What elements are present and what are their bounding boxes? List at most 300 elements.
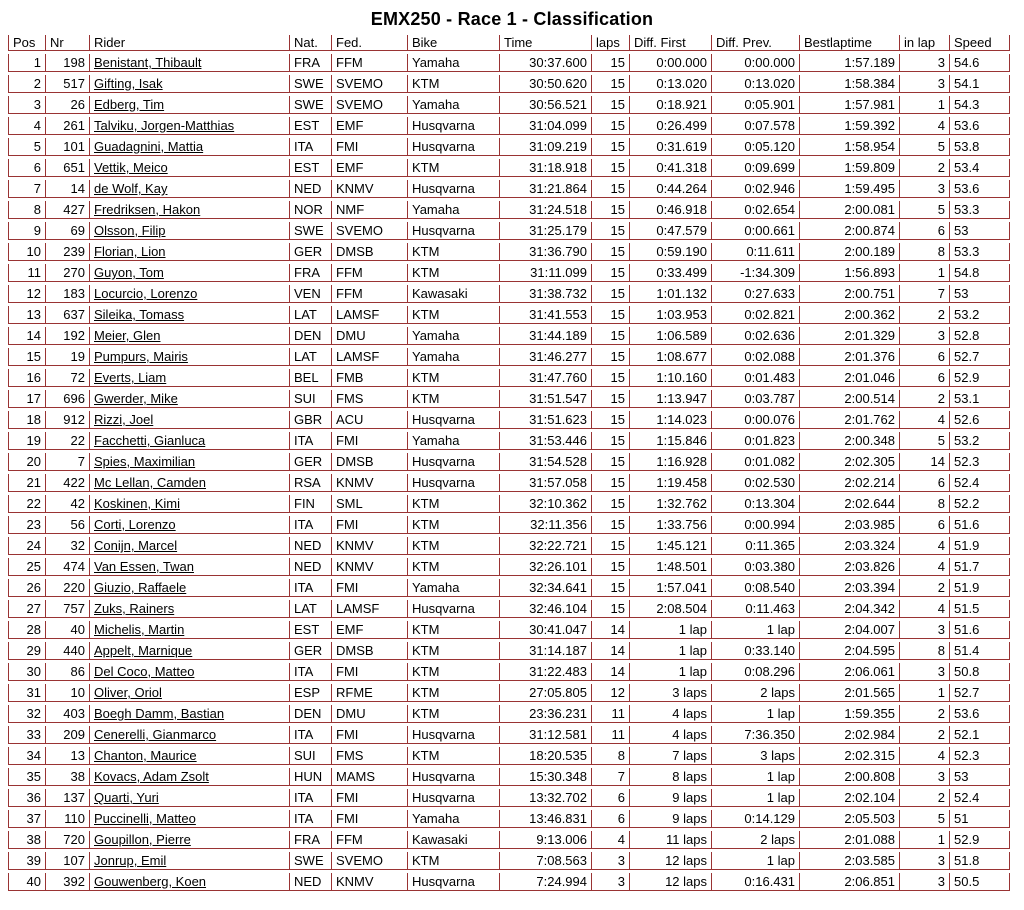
cell-bestlaptime: 2:03.394 <box>800 579 900 597</box>
cell-laps: 15 <box>592 537 630 555</box>
cell-nat: ITA <box>290 726 332 744</box>
table-row <box>8 411 1010 429</box>
cell-bike: KTM <box>408 852 500 870</box>
cell-diff-prev: 2 laps <box>712 684 800 702</box>
cell-bike: Husqvarna <box>408 411 500 429</box>
cell-bike: KTM <box>408 243 500 261</box>
table-row <box>8 516 1010 534</box>
cell-pos: 17 <box>8 390 46 408</box>
cell-in-lap: 2 <box>900 726 950 744</box>
table-row <box>8 558 1010 576</box>
cell-diff-first: 0:00.000 <box>630 54 712 72</box>
rider-link[interactable]: Michelis, Martin <box>94 622 185 637</box>
cell-diff-first: 0:18.921 <box>630 96 712 114</box>
cell-diff-first: 0:31.619 <box>630 138 712 156</box>
rider-link[interactable]: Spies, Maximilian <box>94 454 196 469</box>
cell-diff-prev: 0:11.365 <box>712 537 800 555</box>
cell-nr: 101 <box>46 138 90 156</box>
cell-time: 31:47.760 <box>500 369 592 387</box>
cell-bestlaptime: 2:03.985 <box>800 516 900 534</box>
cell-nat: SUI <box>290 747 332 765</box>
cell-laps: 15 <box>592 117 630 135</box>
cell-bestlaptime: 2:02.305 <box>800 453 900 471</box>
cell-pos: 32 <box>8 705 46 723</box>
cell-rider <box>90 873 290 891</box>
cell-speed: 52.8 <box>950 327 1010 345</box>
cell-diff-prev: 0:01.082 <box>712 453 800 471</box>
cell-pos: 34 <box>8 747 46 765</box>
cell-in-lap: 3 <box>900 180 950 198</box>
rider-link[interactable]: Jonrup, Emil <box>94 853 167 868</box>
table-row <box>8 747 1010 765</box>
rider-link[interactable]: Corti, Lorenzo <box>94 517 176 532</box>
cell-fed: SVEMO <box>332 852 408 870</box>
cell-time: 27:05.805 <box>500 684 592 702</box>
cell-speed: 50.8 <box>950 663 1010 681</box>
cell-time: 13:32.702 <box>500 789 592 807</box>
cell-diff-prev: 0:27.633 <box>712 285 800 303</box>
cell-bestlaptime: 2:02.315 <box>800 747 900 765</box>
cell-rider <box>90 705 290 723</box>
cell-rider <box>90 159 290 177</box>
cell-nat: BEL <box>290 369 332 387</box>
cell-diff-first: 4 laps <box>630 726 712 744</box>
cell-pos: 15 <box>8 348 46 366</box>
rider-link[interactable]: Goupillon, Pierre <box>94 832 191 847</box>
cell-diff-first: 1:01.132 <box>630 285 712 303</box>
rider-link[interactable]: Chanton, Maurice <box>94 748 197 763</box>
cell-nr: 220 <box>46 579 90 597</box>
cell-speed: 52.9 <box>950 831 1010 849</box>
cell-nat: ITA <box>290 663 332 681</box>
rider-link[interactable]: Appelt, Marnique <box>94 643 193 658</box>
rider-link[interactable]: Mc Lellan, Camden <box>94 475 206 490</box>
cell-speed: 51.5 <box>950 600 1010 618</box>
rider-link[interactable]: Pumpurs, Mairis <box>94 349 188 364</box>
cell-speed: 52.2 <box>950 495 1010 513</box>
cell-pos: 22 <box>8 495 46 513</box>
cell-laps: 6 <box>592 789 630 807</box>
cell-diff-prev: 0:14.129 <box>712 810 800 828</box>
table-header-row <box>8 35 1010 51</box>
rider-link[interactable]: Van Essen, Twan <box>94 559 194 574</box>
cell-nr: 403 <box>46 705 90 723</box>
cell-bike: KTM <box>408 747 500 765</box>
cell-nat: FRA <box>290 54 332 72</box>
col-header-in-lap: in lap <box>900 35 950 51</box>
cell-fed: RFME <box>332 684 408 702</box>
rider-link[interactable]: Boegh Damm, Bastian <box>94 706 225 721</box>
cell-rider <box>90 600 290 618</box>
cell-diff-first: 9 laps <box>630 810 712 828</box>
rider-link[interactable]: Cenerelli, Gianmarco <box>94 727 217 742</box>
col-header-laps: laps <box>592 35 630 51</box>
cell-rider <box>90 684 290 702</box>
cell-in-lap: 2 <box>900 705 950 723</box>
cell-nat: SWE <box>290 96 332 114</box>
cell-bike: Husqvarna <box>408 474 500 492</box>
cell-time: 32:10.362 <box>500 495 592 513</box>
cell-laps: 3 <box>592 852 630 870</box>
table-row <box>8 75 1010 93</box>
cell-laps: 15 <box>592 558 630 576</box>
cell-fed: FMS <box>332 747 408 765</box>
cell-diff-prev: 0:08.540 <box>712 579 800 597</box>
cell-in-lap: 8 <box>900 642 950 660</box>
cell-in-lap: 4 <box>900 117 950 135</box>
cell-diff-first: 1:13.947 <box>630 390 712 408</box>
cell-bike: KTM <box>408 558 500 576</box>
rider-link[interactable]: Zuks, Rainers <box>94 601 175 616</box>
cell-pos: 26 <box>8 579 46 597</box>
cell-diff-prev: 0:03.787 <box>712 390 800 408</box>
cell-pos: 2 <box>8 75 46 93</box>
cell-nat: FRA <box>290 264 332 282</box>
col-header-speed: Speed <box>950 35 1010 51</box>
cell-nr: 137 <box>46 789 90 807</box>
cell-speed: 53.4 <box>950 159 1010 177</box>
cell-diff-prev: 0:11.611 <box>712 243 800 261</box>
cell-diff-prev: 7:36.350 <box>712 726 800 744</box>
cell-laps: 15 <box>592 285 630 303</box>
cell-pos: 27 <box>8 600 46 618</box>
cell-pos: 4 <box>8 117 46 135</box>
cell-diff-prev: 2 laps <box>712 831 800 849</box>
cell-nat: ITA <box>290 810 332 828</box>
cell-pos: 24 <box>8 537 46 555</box>
cell-diff-first: 0:47.579 <box>630 222 712 240</box>
cell-speed: 52.9 <box>950 369 1010 387</box>
cell-time: 13:46.831 <box>500 810 592 828</box>
table-row <box>8 579 1010 597</box>
cell-in-lap: 2 <box>900 789 950 807</box>
table-row <box>8 474 1010 492</box>
col-header-rider: Rider <box>90 35 290 51</box>
cell-bestlaptime: 2:00.081 <box>800 201 900 219</box>
cell-bestlaptime: 1:56.893 <box>800 264 900 282</box>
cell-time: 32:22.721 <box>500 537 592 555</box>
cell-rider <box>90 453 290 471</box>
table-row <box>8 264 1010 282</box>
cell-speed: 53 <box>950 222 1010 240</box>
cell-nr: 26 <box>46 96 90 114</box>
cell-bike: KTM <box>408 264 500 282</box>
cell-laps: 15 <box>592 600 630 618</box>
cell-laps: 15 <box>592 327 630 345</box>
cell-in-lap: 6 <box>900 222 950 240</box>
cell-diff-first: 12 laps <box>630 873 712 891</box>
cell-fed: FMI <box>332 516 408 534</box>
cell-fed: ACU <box>332 411 408 429</box>
cell-nat: GER <box>290 642 332 660</box>
cell-diff-first: 1:16.928 <box>630 453 712 471</box>
cell-nat: HUN <box>290 768 332 786</box>
cell-bike: Yamaha <box>408 327 500 345</box>
cell-diff-first: 1:33.756 <box>630 516 712 534</box>
cell-time: 31:38.732 <box>500 285 592 303</box>
cell-fed: LAMSF <box>332 306 408 324</box>
table-row <box>8 789 1010 807</box>
cell-pos: 18 <box>8 411 46 429</box>
table-row <box>8 390 1010 408</box>
cell-pos: 6 <box>8 159 46 177</box>
cell-bestlaptime: 2:00.874 <box>800 222 900 240</box>
cell-time: 32:34.641 <box>500 579 592 597</box>
cell-nr: 637 <box>46 306 90 324</box>
cell-fed: DMU <box>332 705 408 723</box>
cell-fed: FFM <box>332 831 408 849</box>
cell-nr: 270 <box>46 264 90 282</box>
cell-nr: 192 <box>46 327 90 345</box>
cell-pos: 3 <box>8 96 46 114</box>
rider-link[interactable]: Oliver, Oriol <box>94 685 162 700</box>
rider-link[interactable]: Fredriksen, Hakon <box>94 202 201 217</box>
table-row <box>8 138 1010 156</box>
cell-time: 31:51.547 <box>500 390 592 408</box>
cell-laps: 3 <box>592 873 630 891</box>
cell-in-lap: 3 <box>900 327 950 345</box>
rider-link[interactable]: de Wolf, Kay <box>94 181 168 196</box>
cell-bike: Husqvarna <box>408 138 500 156</box>
cell-diff-prev: 0:00.000 <box>712 54 800 72</box>
rider-link[interactable]: Quarti, Yuri <box>94 790 159 805</box>
cell-bike: KTM <box>408 663 500 681</box>
rider-link[interactable]: Conijn, Marcel <box>94 538 178 553</box>
cell-laps: 15 <box>592 390 630 408</box>
cell-pos: 19 <box>8 432 46 450</box>
table-row <box>8 495 1010 513</box>
cell-nat: EST <box>290 117 332 135</box>
cell-bestlaptime: 2:00.514 <box>800 390 900 408</box>
col-header-nat: Nat. <box>290 35 332 51</box>
cell-in-lap: 3 <box>900 663 950 681</box>
cell-nat: ITA <box>290 138 332 156</box>
cell-pos: 21 <box>8 474 46 492</box>
cell-in-lap: 5 <box>900 201 950 219</box>
cell-rider <box>90 432 290 450</box>
cell-bike: Kawasaki <box>408 831 500 849</box>
cell-fed: EMF <box>332 621 408 639</box>
cell-fed: FMI <box>332 726 408 744</box>
cell-diff-prev: 0:13.304 <box>712 495 800 513</box>
rider-link[interactable]: Rizzi, Joel <box>94 412 154 427</box>
cell-laps: 14 <box>592 621 630 639</box>
cell-nr: 474 <box>46 558 90 576</box>
cell-diff-first: 12 laps <box>630 852 712 870</box>
cell-diff-first: 0:44.264 <box>630 180 712 198</box>
cell-speed: 52.7 <box>950 348 1010 366</box>
table-row <box>8 684 1010 702</box>
cell-speed: 52.7 <box>950 684 1010 702</box>
cell-in-lap: 6 <box>900 369 950 387</box>
cell-rider <box>90 390 290 408</box>
cell-fed: MAMS <box>332 768 408 786</box>
cell-bestlaptime: 2:00.751 <box>800 285 900 303</box>
cell-diff-prev: 0:02.946 <box>712 180 800 198</box>
rider-link[interactable]: Locurcio, Lorenzo <box>94 286 198 301</box>
cell-laps: 14 <box>592 642 630 660</box>
cell-nr: 912 <box>46 411 90 429</box>
cell-laps: 11 <box>592 726 630 744</box>
cell-fed: FFM <box>332 264 408 282</box>
cell-speed: 53.6 <box>950 180 1010 198</box>
cell-bike: Yamaha <box>408 201 500 219</box>
cell-pos: 30 <box>8 663 46 681</box>
cell-in-lap: 6 <box>900 474 950 492</box>
cell-diff-prev: 0:02.636 <box>712 327 800 345</box>
rider-link[interactable]: Puccinelli, Matteo <box>94 811 196 826</box>
cell-diff-prev: 0:08.296 <box>712 663 800 681</box>
cell-laps: 15 <box>592 264 630 282</box>
cell-pos: 31 <box>8 684 46 702</box>
cell-rider <box>90 663 290 681</box>
cell-bestlaptime: 2:01.565 <box>800 684 900 702</box>
cell-time: 31:11.099 <box>500 264 592 282</box>
cell-diff-first: 0:41.318 <box>630 159 712 177</box>
rider-link[interactable]: Florian, Lion <box>94 244 166 259</box>
table-row <box>8 96 1010 114</box>
cell-speed: 53.1 <box>950 390 1010 408</box>
cell-in-lap: 2 <box>900 159 950 177</box>
cell-diff-first: 1:15.846 <box>630 432 712 450</box>
cell-laps: 12 <box>592 684 630 702</box>
cell-laps: 15 <box>592 96 630 114</box>
cell-speed: 51.6 <box>950 621 1010 639</box>
cell-laps: 15 <box>592 54 630 72</box>
cell-bestlaptime: 1:58.954 <box>800 138 900 156</box>
cell-fed: FMI <box>332 789 408 807</box>
cell-speed: 53.2 <box>950 306 1010 324</box>
cell-bestlaptime: 2:00.808 <box>800 768 900 786</box>
cell-laps: 15 <box>592 75 630 93</box>
cell-fed: DMU <box>332 327 408 345</box>
cell-nr: 32 <box>46 537 90 555</box>
cell-in-lap: 4 <box>900 747 950 765</box>
cell-rider <box>90 369 290 387</box>
cell-nr: 209 <box>46 726 90 744</box>
rider-link[interactable]: Guyon, Tom <box>94 265 164 280</box>
cell-in-lap: 8 <box>900 495 950 513</box>
cell-time: 32:11.356 <box>500 516 592 534</box>
cell-rider <box>90 537 290 555</box>
cell-fed: SML <box>332 495 408 513</box>
rider-link[interactable]: Gouwenberg, Koen <box>94 874 207 889</box>
cell-nat: DEN <box>290 705 332 723</box>
cell-rider <box>90 726 290 744</box>
cell-time: 31:46.277 <box>500 348 592 366</box>
cell-diff-first: 0:46.918 <box>630 201 712 219</box>
rider-link[interactable]: Kovacs, Adam Zsolt <box>94 769 209 784</box>
cell-diff-first: 2:08.504 <box>630 600 712 618</box>
cell-bestlaptime: 1:58.384 <box>800 75 900 93</box>
cell-speed: 54.1 <box>950 75 1010 93</box>
rider-link[interactable]: Everts, Liam <box>94 370 167 385</box>
cell-nr: 261 <box>46 117 90 135</box>
cell-nat: GER <box>290 453 332 471</box>
rider-link[interactable]: Vettik, Meico <box>94 160 168 175</box>
cell-diff-prev: 0:13.020 <box>712 75 800 93</box>
cell-time: 31:57.058 <box>500 474 592 492</box>
rider-link[interactable]: Guadagnini, Mattia <box>94 139 204 154</box>
cell-pos: 36 <box>8 789 46 807</box>
cell-time: 18:20.535 <box>500 747 592 765</box>
cell-time: 31:53.446 <box>500 432 592 450</box>
cell-diff-first: 7 laps <box>630 747 712 765</box>
rider-link[interactable]: Edberg, Tim <box>94 97 165 112</box>
cell-speed: 51.9 <box>950 579 1010 597</box>
cell-fed: LAMSF <box>332 348 408 366</box>
cell-diff-first: 4 laps <box>630 705 712 723</box>
cell-in-lap: 2 <box>900 306 950 324</box>
cell-speed: 52.3 <box>950 747 1010 765</box>
cell-bestlaptime: 2:00.348 <box>800 432 900 450</box>
cell-bike: Yamaha <box>408 579 500 597</box>
cell-time: 23:36.231 <box>500 705 592 723</box>
cell-bestlaptime: 2:00.189 <box>800 243 900 261</box>
cell-bike: KTM <box>408 516 500 534</box>
cell-speed: 52.1 <box>950 726 1010 744</box>
cell-speed: 53.6 <box>950 117 1010 135</box>
cell-fed: FMI <box>332 138 408 156</box>
cell-speed: 50.5 <box>950 873 1010 891</box>
cell-rider <box>90 117 290 135</box>
rider-link[interactable]: Sileika, Tomass <box>94 307 185 322</box>
cell-in-lap: 6 <box>900 348 950 366</box>
cell-time: 31:04.099 <box>500 117 592 135</box>
table-row <box>8 54 1010 72</box>
cell-fed: FMS <box>332 390 408 408</box>
cell-diff-first: 1:19.458 <box>630 474 712 492</box>
cell-nat: SUI <box>290 390 332 408</box>
cell-laps: 15 <box>592 369 630 387</box>
rider-link[interactable]: Del Coco, Matteo <box>94 664 195 679</box>
cell-nat: ITA <box>290 789 332 807</box>
rider-link[interactable]: Giuzio, Raffaele <box>94 580 187 595</box>
cell-bike: Yamaha <box>408 348 500 366</box>
table-row <box>8 201 1010 219</box>
rider-link[interactable]: Gifting, Isak <box>94 76 163 91</box>
cell-bike: Husqvarna <box>408 180 500 198</box>
classification-table <box>8 32 1010 894</box>
table-row <box>8 369 1010 387</box>
cell-diff-prev: 0:11.463 <box>712 600 800 618</box>
rider-link[interactable]: Meier, Glen <box>94 328 161 343</box>
cell-in-lap: 1 <box>900 96 950 114</box>
cell-fed: FMI <box>332 432 408 450</box>
cell-fed: SVEMO <box>332 75 408 93</box>
cell-time: 7:08.563 <box>500 852 592 870</box>
cell-fed: LAMSF <box>332 600 408 618</box>
rider-link[interactable]: Talviku, Jorgen-Matthias <box>94 118 235 133</box>
rider-link[interactable]: Facchetti, Gianluca <box>94 433 206 448</box>
cell-diff-first: 1:48.501 <box>630 558 712 576</box>
rider-link[interactable]: Olsson, Filip <box>94 223 166 238</box>
cell-bike: Yamaha <box>408 54 500 72</box>
cell-diff-first: 1:45.121 <box>630 537 712 555</box>
rider-link[interactable]: Benistant, Thibault <box>94 55 202 70</box>
rider-link[interactable]: Koskinen, Kimi <box>94 496 180 511</box>
cell-diff-prev: 0:05.120 <box>712 138 800 156</box>
cell-rider <box>90 579 290 597</box>
table-row <box>8 852 1010 870</box>
cell-nr: 239 <box>46 243 90 261</box>
cell-pos: 12 <box>8 285 46 303</box>
cell-pos: 39 <box>8 852 46 870</box>
cell-bestlaptime: 1:59.809 <box>800 159 900 177</box>
cell-diff-first: 1 lap <box>630 621 712 639</box>
rider-link[interactable]: Gwerder, Mike <box>94 391 178 406</box>
cell-nr: 14 <box>46 180 90 198</box>
